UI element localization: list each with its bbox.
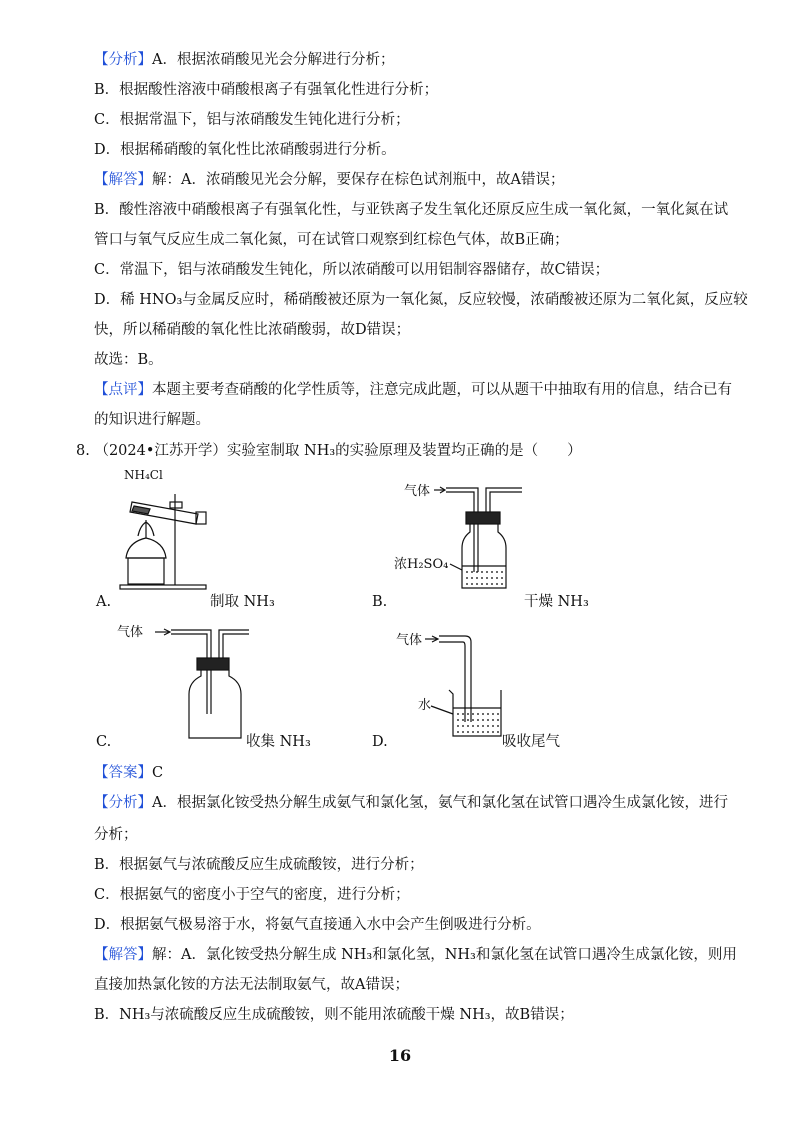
analysis-line-3: C．根据常温下，铝与浓硝酸发生钝化进行分析；: [94, 112, 410, 128]
option-b-label: B.: [372, 594, 388, 610]
comment-line-2: 的知识进行解题。: [94, 412, 210, 428]
analysis-line-1: 【分析】A．根据浓硝酸见光会分解进行分析；: [94, 52, 395, 68]
solution-line-4: C．常温下，铝与浓硝酸发生钝化，所以浓硝酸可以用铝制容器储存，故C错误；: [94, 262, 610, 278]
question-text: （2024•江苏开学）实验室制取 NH₃的实验原理及装置均正确的是（ ）: [94, 443, 582, 459]
analysis2-line-3: B．根据氨气与浓硫酸反应生成硫酸铵，进行分析；: [94, 857, 424, 873]
option-d-caption: 吸收尾气: [502, 734, 560, 750]
option-d-label: D.: [372, 734, 388, 750]
page-number: 16: [388, 1046, 412, 1065]
analysis2-line-1: 【分析】A．根据氯化铵受热分解生成氨气和氯化氢，氨气和氯化氢在试管口遇冷生成氯化铵，进行: [94, 795, 728, 811]
figure-c-gas-label: 气体: [117, 625, 144, 640]
option-a-label: A.: [96, 594, 112, 610]
analysis2-line-4: C．根据氨气的密度小于空气的密度，进行分析；: [94, 887, 410, 903]
figure-c-collect-bottle: [115, 624, 255, 748]
solution-line-3: 管口与氧气反应生成二氧化氮，可在试管口观察到红棕色气体，故B正确；: [94, 232, 569, 248]
question-8: [76, 441, 582, 461]
option-b-caption: 干燥 NH₃: [524, 594, 589, 610]
answer-line: 【答案】C: [94, 765, 164, 781]
comment-line-1: 【点评】本题主要考查硝酸的化学性质等，注意完成此题，可以从题干中抽取有用的信息，结合已有: [94, 382, 732, 398]
analysis-line-2: B．根据酸性溶液中硝酸根离子有强氧化性进行分析；: [94, 82, 439, 98]
figure-d-water-label: 水: [418, 698, 432, 713]
option-a-caption: 制取 NH₃: [210, 594, 275, 610]
option-c-caption: 收集 NH₃: [246, 734, 311, 750]
question-number: 8.: [76, 443, 90, 459]
figure-d-gas-label: 气体: [396, 633, 423, 648]
analysis2-line-2: 分析；: [94, 827, 138, 843]
solution2-line-3: B．NH₃与浓硫酸反应生成硫酸铵，则不能用浓硫酸干燥 NH₃，故B错误；: [94, 1007, 574, 1023]
option-c-label: C.: [96, 734, 112, 750]
solution-line-2: B．酸性溶液中硝酸根离子有强氧化性，与亚铁离子发生氧化还原反应生成一氧化氮，一氧化氮在试: [94, 202, 729, 218]
solution-line-5: D．稀 HNO₃与金属反应时，稀硝酸被还原为一氧化氮，反应较慢，浓硝酸被还原为二氧化氮，反应较: [94, 292, 748, 308]
figure-b-acid-label: 浓H₂SO₄: [394, 557, 449, 572]
figure-a-apparatus: [110, 464, 220, 598]
figure-a-reagent-label: NH₄Cl: [124, 468, 163, 482]
solution-line-6: 快，所以稀硝酸的氧化性比浓硝酸弱，故D错误；: [94, 322, 411, 338]
solution2-line-1: 【解答】解：A．氯化铵受热分解生成 NH₃和氯化氢，NH₃和氯化氢在试管口遇冷生成氯化铵，则用: [94, 947, 737, 963]
analysis-line-4: D．根据稀硝酸的氧化性比浓硝酸弱进行分析。: [94, 142, 396, 158]
answer-choice-line: 故选：B。: [94, 352, 163, 368]
analysis2-line-5: D．根据氨气极易溶于水，将氨气直接通入水中会产生倒吸进行分析。: [94, 917, 541, 933]
figure-b-gas-label: 气体: [404, 484, 431, 499]
solution2-line-2: 直接加热氯化铵的方法无法制取氨气，故A错误；: [94, 977, 409, 993]
solution-line-1: 【解答】解：A．浓硝酸见光会分解，要保存在棕色试剂瓶中，故A错误；: [94, 172, 565, 188]
